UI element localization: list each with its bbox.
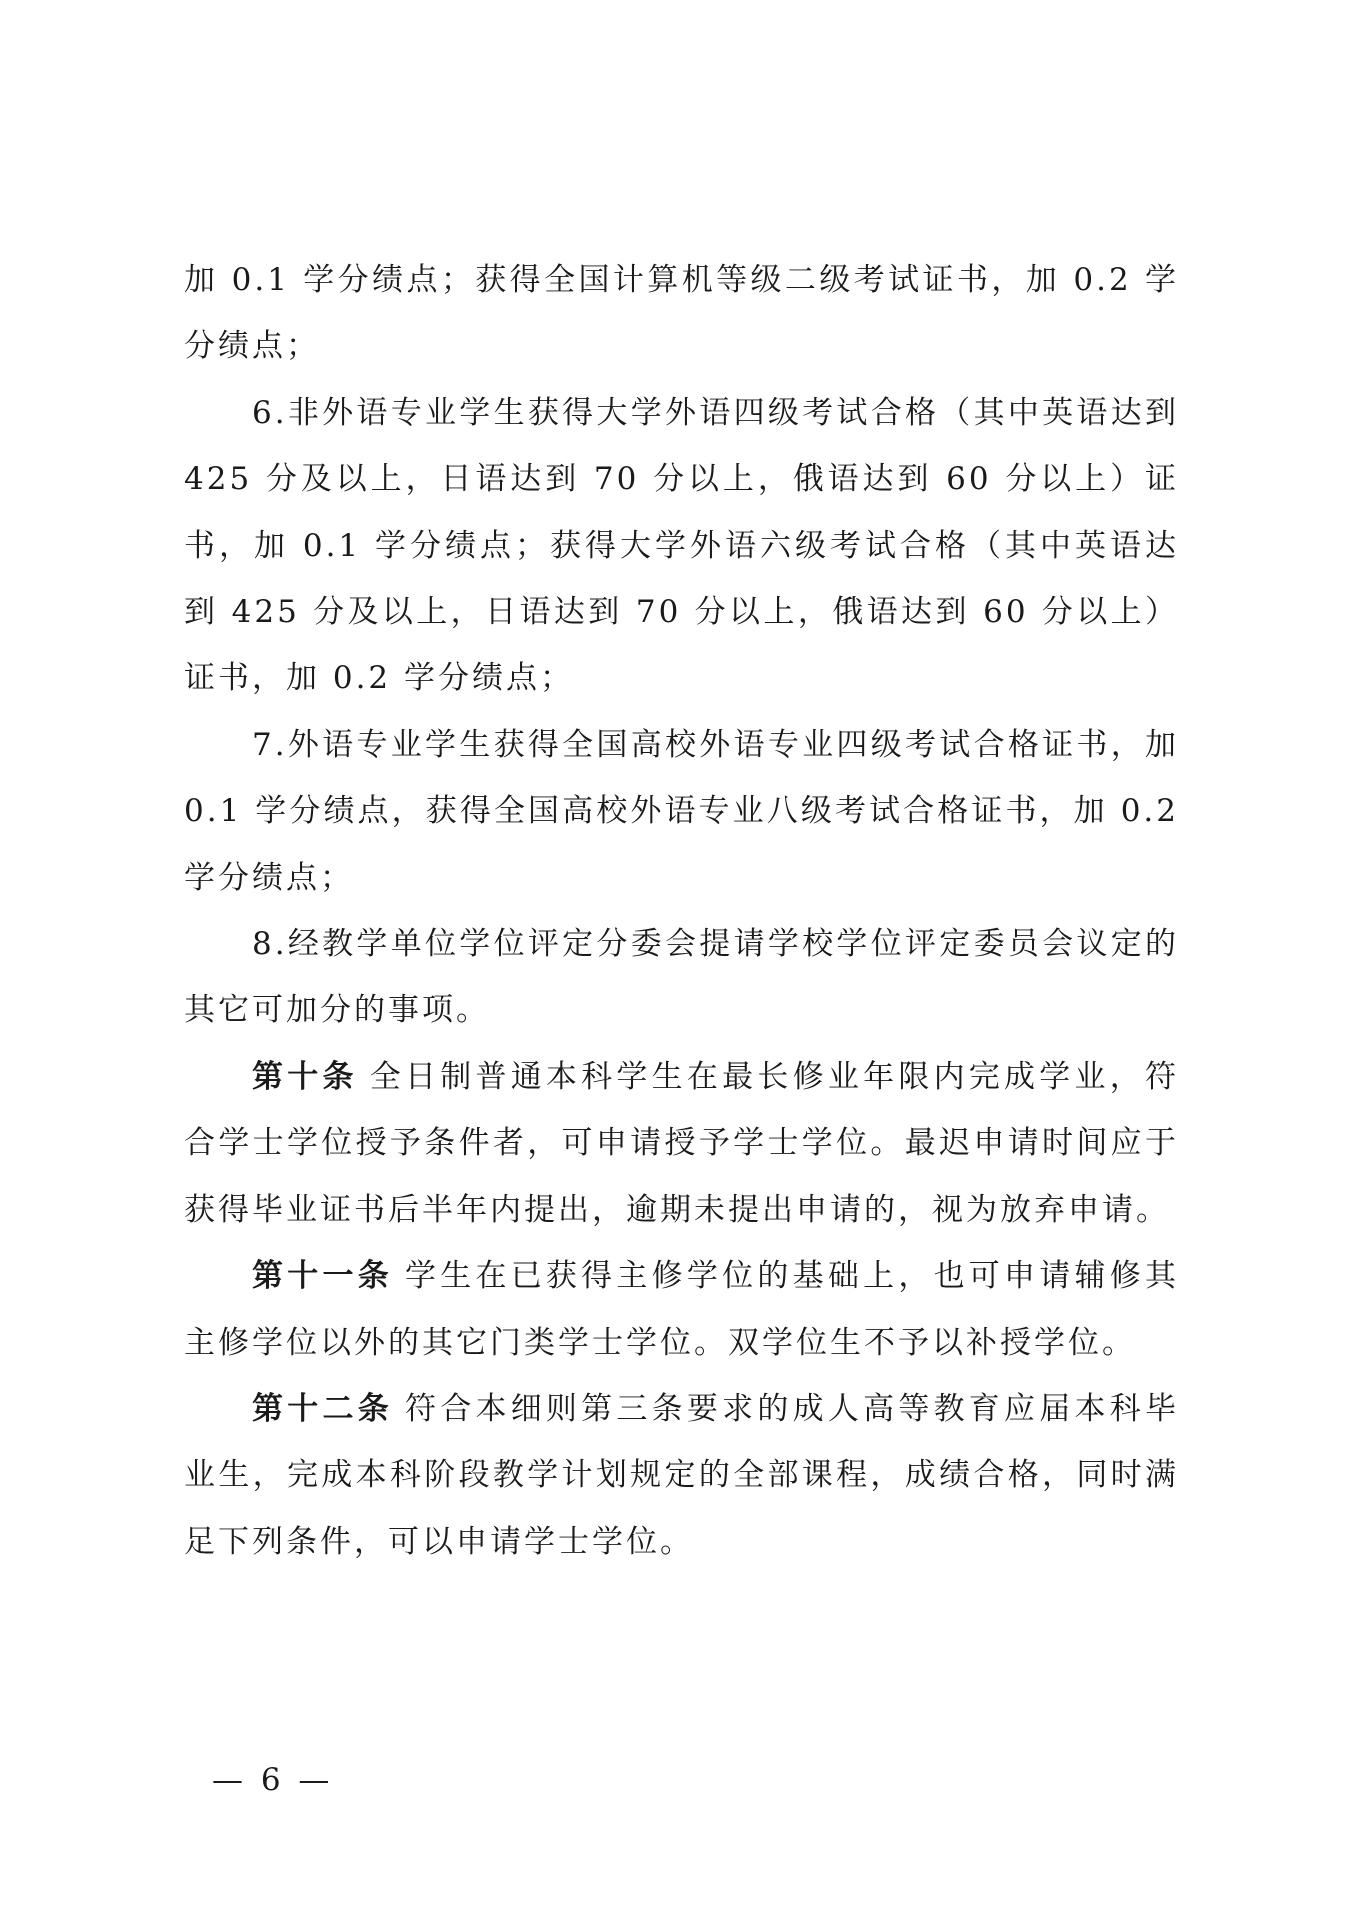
paragraph-text: 7.外语专业学生获得全国高校外语专业四级考试合格证书，加 0.1 学分绩点，获得全国高校外语专业八级考试合格证书，加 0.2 学分绩点； [184, 726, 1179, 896]
article-heading: 第十条 [252, 1058, 358, 1095]
page-number: — 6 — [212, 1762, 334, 1798]
paragraph-text: 6.非外语专业学生获得大学外语四级考试合格（其中英语达到 425 分及以上，日语达到 70 分以上，俄语达到 60 分以上）证书，加 0.1 学分绩点；获得大学外语六级考试合格（其中英语达到 425 分及以上，日语达到 70 分以上，俄语达到 60 分以上）证书，加 0.2 学分绩点； [184, 394, 1179, 697]
document-body [184, 247, 1179, 1575]
article-11 [184, 1243, 1179, 1376]
article-10 [184, 1044, 1179, 1243]
paragraph-continuation [184, 247, 1179, 380]
paragraph-item-7 [184, 712, 1179, 911]
paragraph-item-6 [184, 380, 1179, 712]
article-text: 学生在已获得主修学位的基础上，也可申请辅修其主修学位以外的其它门类学士学位。双学位生不予以补授学位。 [184, 1258, 1180, 1361]
article-text: 符合本细则第三条要求的成人高等教育应届本科毕业生，完成本科阶段教学计划规定的全部课程，成绩合格，同时满足下列条件，可以申请学士学位。 [184, 1390, 1180, 1560]
paragraph-item-8 [184, 911, 1179, 1044]
article-12 [184, 1376, 1179, 1575]
article-heading: 第十二条 [252, 1390, 393, 1427]
article-text: 全日制普通本科学生在最长修业年限内完成学业，符合学士学位授予条件者，可申请授予学士学位。最迟申请时间应于获得毕业证书后半年内提出，逾期未提出申请的，视为放弃申请。 [184, 1058, 1180, 1228]
paragraph-text: 8.经教学单位学位评定分委会提请学校学位评定委员会议定的其它可加分的事项。 [184, 926, 1179, 1029]
article-heading: 第十一条 [252, 1258, 393, 1295]
paragraph-text: 加 0.1 学分绩点；获得全国计算机等级二级考试证书，加 0.2 学分绩点； [184, 262, 1179, 365]
